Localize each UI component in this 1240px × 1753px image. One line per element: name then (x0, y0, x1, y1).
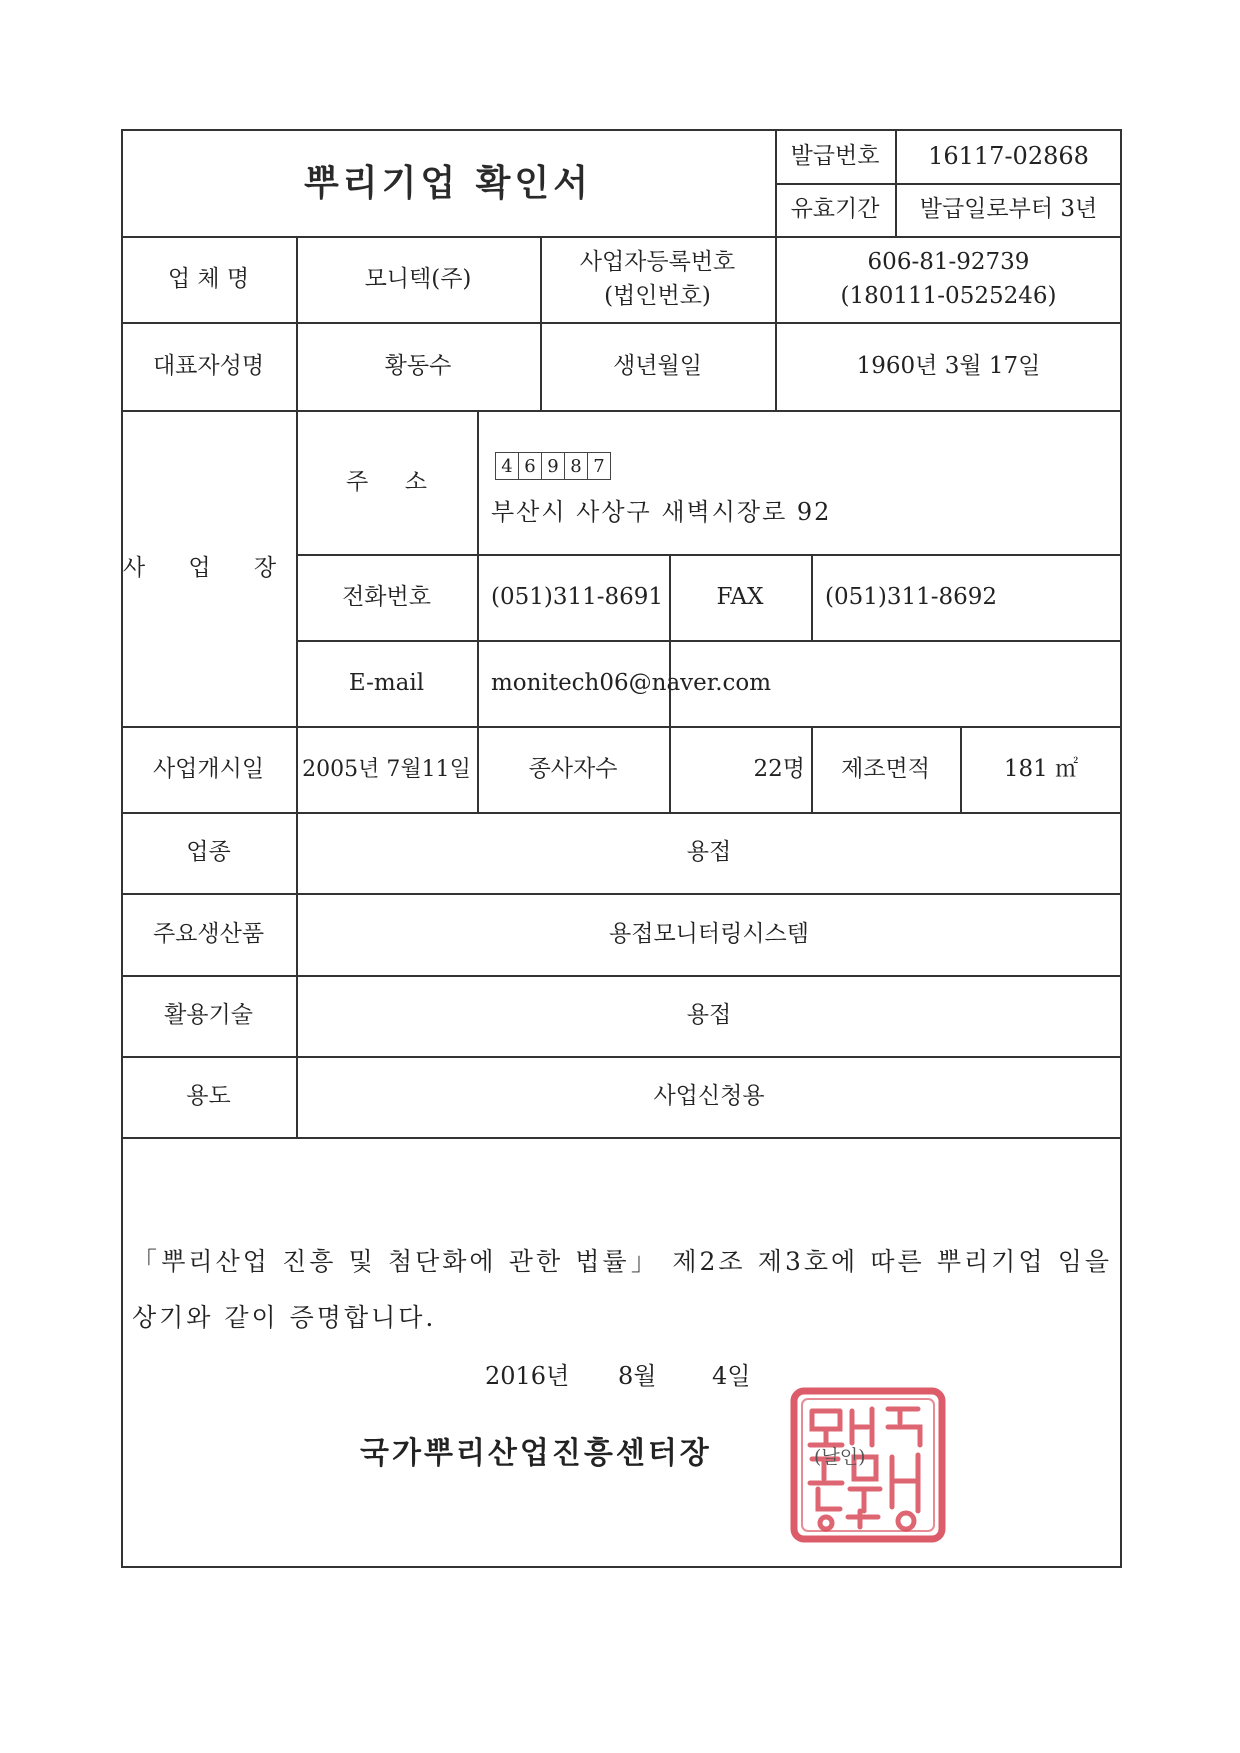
postcode-digit: 7 (587, 452, 611, 480)
rep-name-label: 대표자성명 (152, 352, 265, 379)
postcode-boxes (496, 452, 611, 480)
email-label: E-mail (348, 669, 425, 696)
reg-no-label (540, 236, 775, 322)
start-date: 2005년 7월11일 (302, 756, 471, 782)
fax-label: FAX (716, 583, 764, 610)
reg-no-label-line2: (법인번호) (604, 283, 711, 309)
employees-label: 종사자수 (528, 755, 618, 782)
issue-day: 4일 (712, 1362, 751, 1390)
postcode-digit: 8 (564, 452, 588, 480)
corporate-reg-no: (180111-0525246) (840, 283, 1057, 309)
certification-statement: 「뿌리산업 진흥 및 첨단화에 관한 법률」 제2조 제3호에 따른 뿌리기업 임을 상기와 같이 증명합니다. (132, 1247, 1112, 1332)
site-label: 사 업 장 (122, 554, 295, 581)
industry-label: 업종 (186, 839, 231, 866)
tech-label: 활용기술 (164, 1002, 253, 1029)
product-label: 주요생산품 (152, 920, 265, 947)
birth-label: 생년월일 (613, 352, 702, 379)
company-name: 모니텍(주) (364, 265, 472, 292)
product: 용접모니터링시스템 (609, 920, 809, 947)
birth-date: 1960년 3월 17일 (856, 352, 1041, 379)
employees: 22명 (753, 755, 805, 782)
phone-label: 전화번호 (342, 583, 431, 610)
issue-year: 2016년 (485, 1362, 570, 1390)
company-name-label: 업 체 명 (167, 265, 250, 292)
official-seal-icon (788, 1385, 948, 1545)
postcode-digit: 6 (518, 452, 542, 480)
industry: 용접 (686, 839, 732, 866)
row-line (121, 1137, 1122, 1139)
address-label: 주 소 (346, 468, 427, 495)
reg-no-label-line1: 사업자등록번호 (579, 248, 736, 275)
purpose-label: 용도 (186, 1083, 231, 1110)
reg-no-value (775, 236, 1122, 322)
purpose: 사업신청용 (653, 1083, 765, 1110)
rep-name: 황동수 (384, 352, 452, 379)
issue-month: 8월 (618, 1362, 657, 1390)
issue-no: 16117-02868 (928, 142, 1089, 170)
address: 부산시 사상구 새벽시장로 92 (491, 498, 832, 526)
document-title: 뿌리기업 확인서 (304, 161, 592, 204)
validity: 발급일로부터 3년 (919, 196, 1098, 223)
issuer-title: 국가뿌리산업진흥센터장 (360, 1436, 712, 1471)
fax: (051)311-8692 (825, 583, 998, 610)
start-date-label: 사업개시일 (152, 755, 265, 782)
postcode-digit: 4 (495, 452, 519, 480)
tech: 용접 (686, 1002, 732, 1029)
area-label: 제조면적 (841, 755, 930, 782)
business-reg-no: 606-81-92739 (867, 248, 1030, 275)
postcode-digit: 9 (541, 452, 565, 480)
phone: (051)311-8691 (491, 583, 664, 610)
email: monitech06@naver.com (491, 669, 772, 696)
seal-note: (날인) (814, 1446, 866, 1468)
area: 181 ㎡ (1003, 755, 1079, 782)
validity-label: 유효기간 (790, 196, 880, 223)
issue-no-label: 발급번호 (790, 142, 880, 169)
